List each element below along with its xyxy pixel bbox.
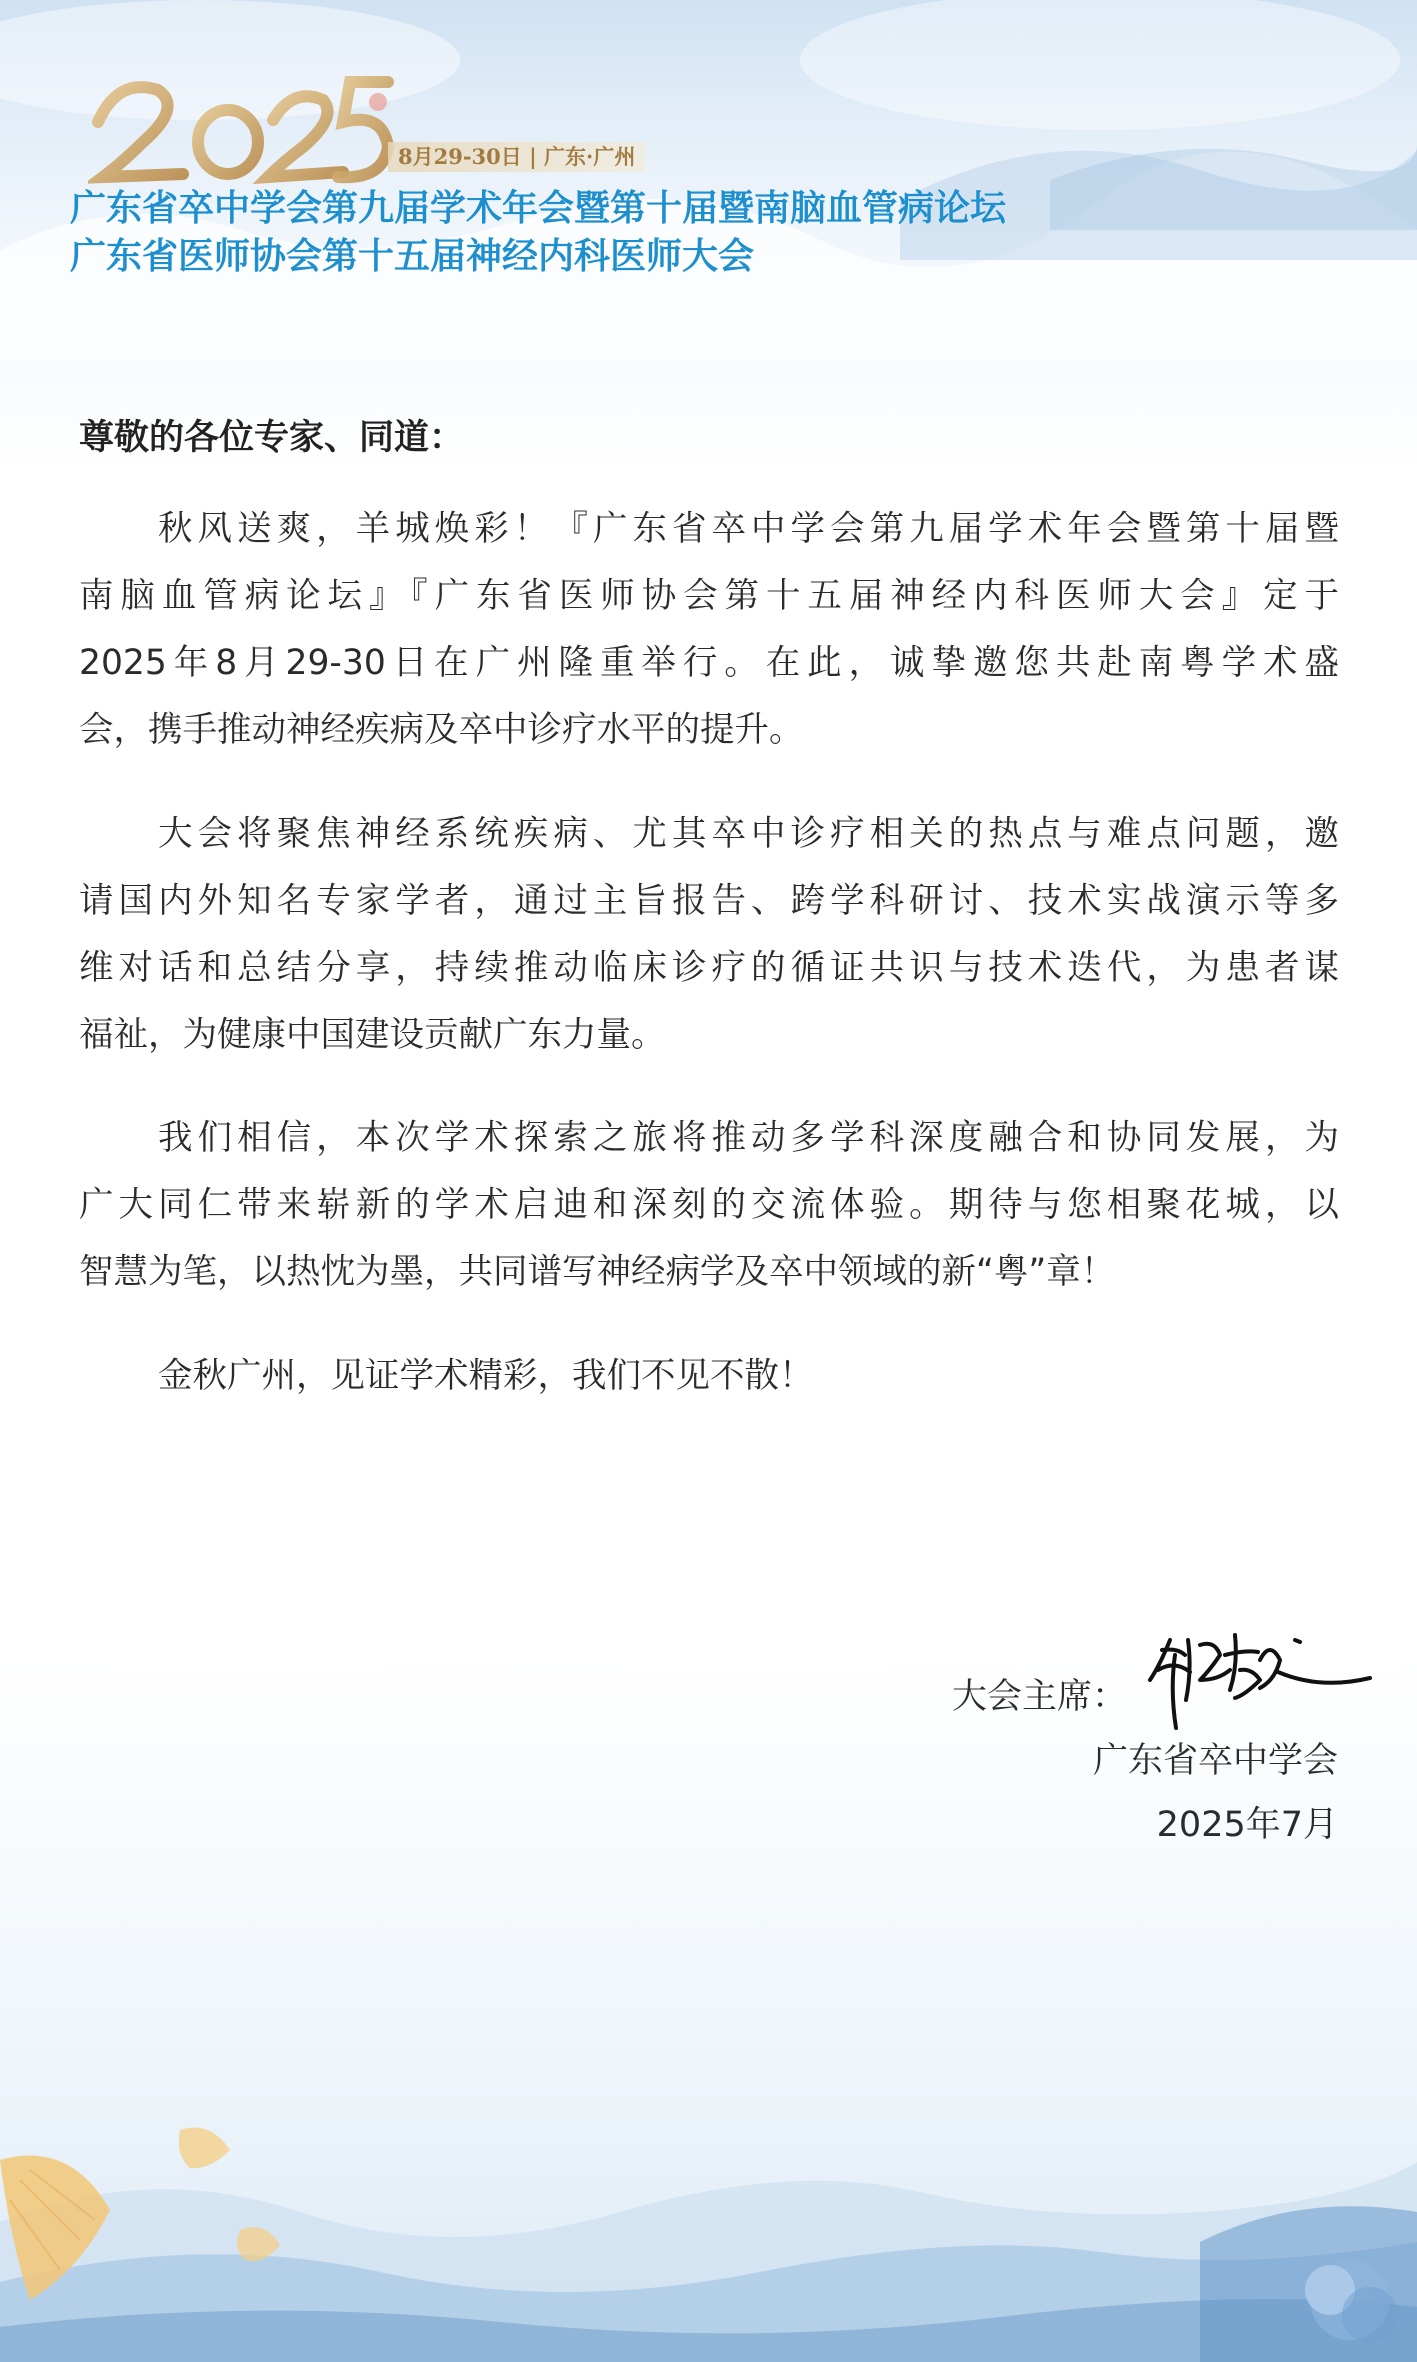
paragraph-line: 智慧为笔，以热忱为墨，共同谱写神经病学及卒中领域的新“粤”章！ xyxy=(79,1252,1116,1292)
letter-paragraph-2 xyxy=(79,801,1339,1069)
letter-salutation: 尊敬的各位专家、同道： xyxy=(79,418,465,458)
paragraph-line: 南脑血管病论坛』『广东省医师协会第十五届神经内科医师大会』定于 xyxy=(79,576,1339,616)
conference-title-line-1: 广东省卒中学会第九届学术年会暨第十届暨南脑血管病论坛 xyxy=(70,187,1007,229)
paragraph-line: 我们相信，本次学术探索之旅将推动多学科深度融合和协同发展，为 xyxy=(158,1118,1339,1158)
letter-paragraph-3 xyxy=(79,1105,1339,1306)
paragraph-line: 广大同仁带来崭新的学术启迪和深刻的交流体验。期待与您相聚花城，以 xyxy=(79,1185,1339,1225)
chair-label: 大会主席： xyxy=(951,1677,1127,1717)
paragraph-line: 会，携手推动神经疾病及卒中诊疗水平的提升。 xyxy=(79,710,804,750)
ginkgo-leaves-decoration xyxy=(0,2120,300,2362)
paragraph-line: 金秋广州，见证学术精彩，我们不见不散！ xyxy=(158,1356,814,1396)
paragraph-line: 2025年8月29-30日在广州隆重举行。在此，诚挚邀您共赴南粤学术盛 xyxy=(79,643,1339,683)
chair-handwritten-signature xyxy=(1140,1610,1380,1750)
letter-paragraph-4 xyxy=(79,1343,1339,1410)
letter-paragraph-1 xyxy=(79,496,1339,764)
conference-title-line-2: 广东省医师协会第十五届神经内科医师大会 xyxy=(70,235,755,277)
organization-name: 广东省卒中学会 xyxy=(1092,1741,1338,1781)
paragraph-line: 秋风送爽，羊城焕彩！『广东省卒中学会第九届学术年会暨第十届暨 xyxy=(158,509,1339,549)
blue-flower-decoration xyxy=(1260,2220,1417,2362)
paragraph-line: 大会将聚焦神经系统疾病、尤其卒中诊疗相关的热点与难点问题，邀 xyxy=(158,814,1339,854)
paragraph-line: 请国内外知名专家学者，通过主旨报告、跨学科研讨、技术实战演示等多 xyxy=(79,881,1339,921)
date-location-badge: 8月29-30日 | 广东·广州 xyxy=(388,142,645,172)
paragraph-line: 福祉，为健康中国建设贡献广东力量。 xyxy=(79,1015,666,1055)
paragraph-line: 维对话和总结分享，持续推动临床诊疗的循证共识与技术迭代，为患者谋 xyxy=(79,948,1339,988)
letter-date: 2025年7月 xyxy=(1156,1805,1338,1845)
year-2025-logo xyxy=(88,62,408,192)
